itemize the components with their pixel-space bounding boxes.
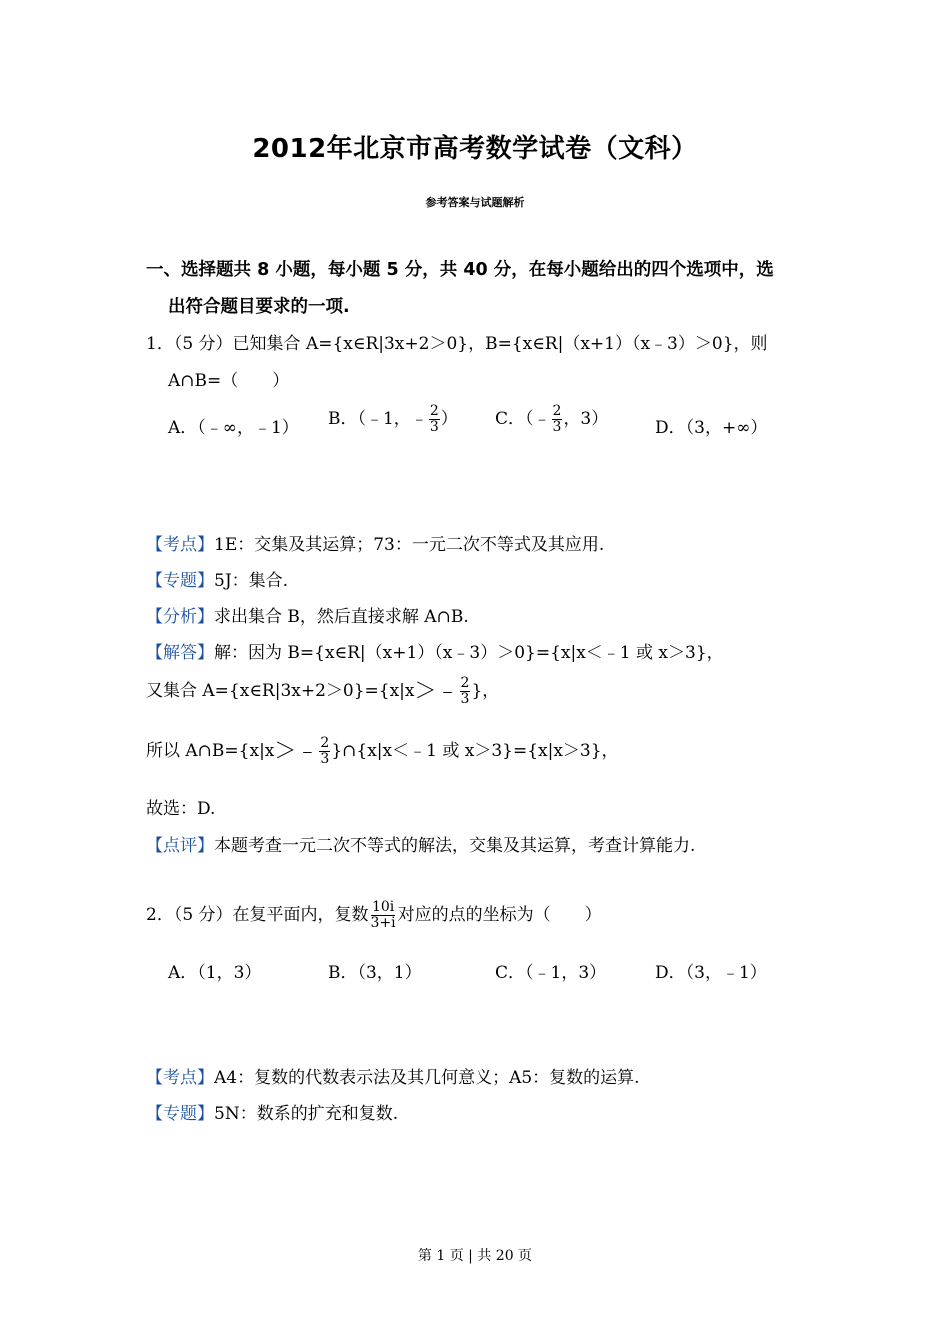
q1-stem-line2: A∩B=（ ） [168,371,290,391]
fraction-denominator: 3 [552,419,562,435]
q2-option-a: A．（1，3） [168,963,262,983]
page-footer: 第 1 页 | 共 20 页 [417,1248,533,1264]
q1-answer: 故选：D. [146,799,216,819]
q1-option-b-pre: B．（﹣1，﹣ [328,409,428,429]
q2-kaodian [146,1063,640,1088]
section-heading-line2: 出符合题目要求的一项. [168,297,350,317]
jieda-line2-post: }， [471,681,500,701]
q2-zhuanti [146,1099,398,1124]
fraction-numerator: 2 [552,403,562,419]
zhuanti-tag: 【专题】 [146,571,214,591]
q1-option-a: A．（﹣∞，﹣1） [168,418,299,438]
jieda-line2-gt: ＞﹣ [414,679,459,704]
q1-option-b-fraction [429,404,440,435]
q1-jieda-line3 [146,736,619,767]
q1-kaodian [146,530,604,555]
fraction-numerator: 2 [429,403,439,419]
fraction-denominator: 3 [429,419,439,435]
kaodian-text: 1E：交集及其运算；73：一元二次不等式及其应用. [214,535,605,555]
q1-jieda [146,638,724,663]
fraction-numerator: 2 [460,675,470,691]
q2-stem-pre: 2．（5 分）在复平面内，复数 [146,905,369,925]
jieda-tag: 【解答】 [146,643,214,663]
jieda-line3-post: }∩{x|x＜﹣1 或 x＞3}={x|x＞3}， [331,741,619,761]
q1-jieda-line2 [146,676,499,707]
dianping-tag: 【点评】 [146,836,214,856]
fraction-numerator: 2 [320,735,330,751]
jieda-line1: 解：因为 B={x∈R|（x+1）（x﹣3）＞0}={x|x＜﹣1 或 x＞3}， [214,643,724,663]
q1-zhuanti [146,566,288,591]
q1-stem-line1: 1．（5 分）已知集合 A={x∈R|3x+2＞0}，B={x∈R|（x+1）（x﹣3）＞0}，则 [146,334,768,354]
q2-stem-post: 对应的点的坐标为（ ） [397,905,602,925]
zhuanti-text: 5J：集合. [214,571,289,591]
q1-option-c-fraction [552,404,563,435]
q2-option-c: C．（﹣1，3） [495,963,607,983]
fenxi-text: 求出集合 B，然后直接求解 A∩B. [214,607,469,627]
q1-option-c-post: ，3） [563,409,609,429]
kaodian-tag: 【考点】 [146,535,214,555]
fraction-denominator: 3 [460,691,470,707]
q1-option-d: D．（3，+∞） [655,418,768,438]
zhuanti-tag: 【专题】 [146,1104,214,1124]
zhuanti-text: 5N：数系的扩充和复数. [214,1104,399,1124]
q1-dianping [146,831,695,856]
page-subtitle: 参考答案与试题解析 [425,196,525,209]
jieda-line2-pre: 又集合 A={x∈R|3x+2＞0}={x|x [146,681,415,701]
jieda-line3-fraction [319,736,330,767]
fraction-denominator: 3+i [370,915,396,931]
fraction-numerator: 10i [371,899,395,915]
jieda-line2-fraction [460,676,471,707]
q1-option-b [328,404,458,435]
q1-option-c [495,404,608,435]
q2-stem-fraction [370,900,397,931]
q2-stem [146,900,602,931]
q1-fenxi [146,602,469,627]
q1-option-b-post: ） [440,409,458,429]
section-heading-line1: 一、选择题共 8 小题，每小题 5 分，共 40 分，在每小题给出的四个选项中，选 [146,260,774,280]
kaodian-tag: 【考点】 [146,1068,214,1088]
q2-option-b: B．（3，1） [328,963,422,983]
fraction-denominator: 3 [320,751,330,767]
dianping-text: 本题考查一元二次不等式的解法，交集及其运算，考查计算能力. [214,836,696,856]
q1-option-c-pre: C．（﹣ [495,409,551,429]
fenxi-tag: 【分析】 [146,607,214,627]
kaodian-text: A4：复数的代数表示法及其几何意义；A5：复数的运算. [214,1068,640,1088]
jieda-line3-pre: 所以 A∩B={x|x [146,741,275,761]
page-title: 2012年北京市高考数学试卷（文科） [252,134,698,164]
q2-option-d: D．（3，﹣1） [655,963,767,983]
jieda-line3-gt: ＞﹣ [274,739,319,764]
